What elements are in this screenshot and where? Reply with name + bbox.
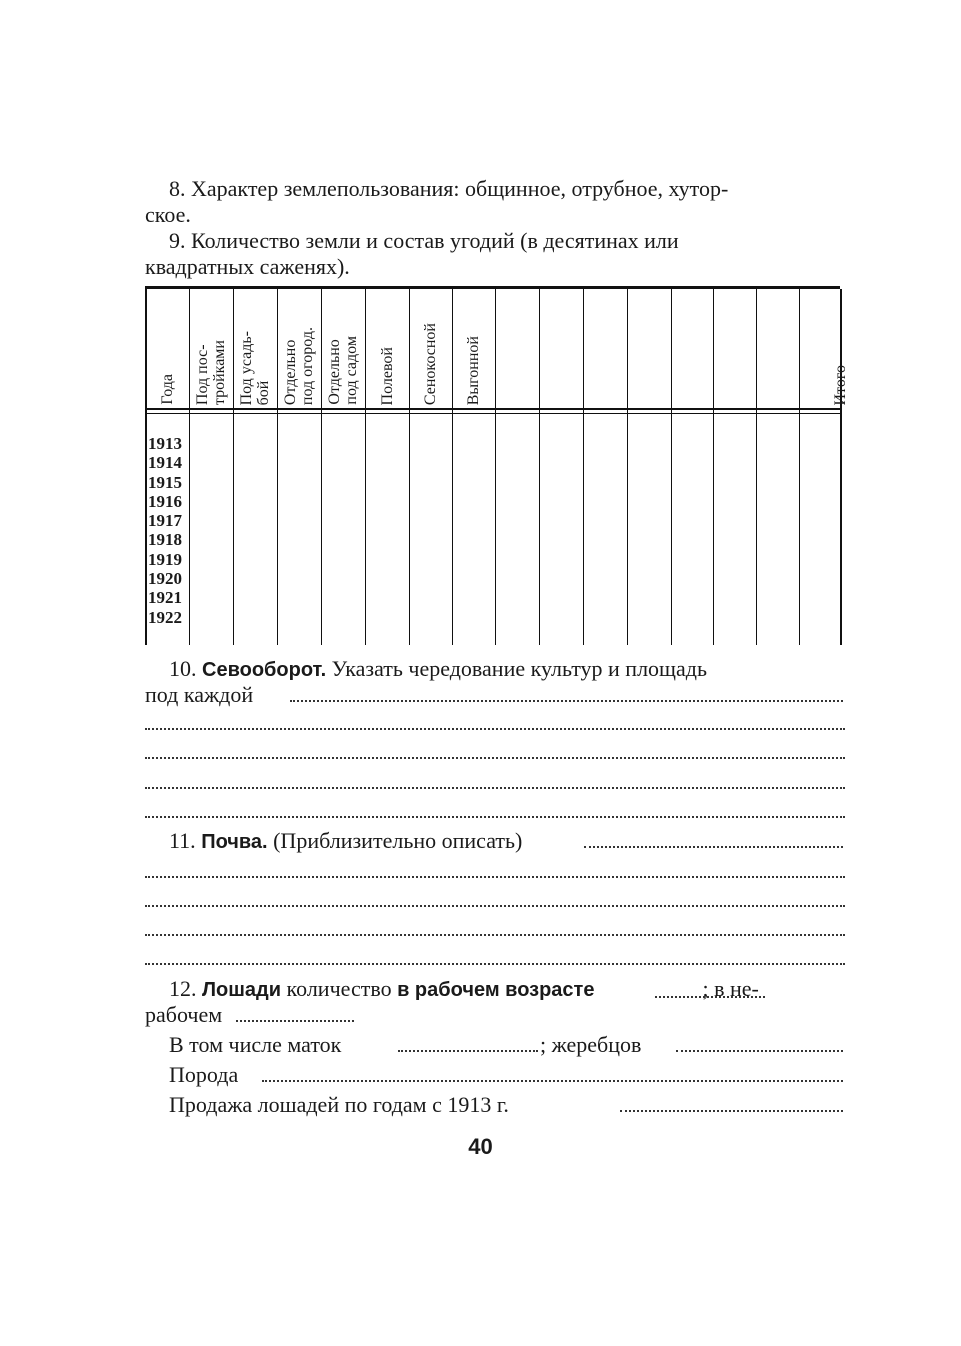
table-header-label: Под усадь- бой (238, 330, 272, 405)
table-header-rule-2 (145, 413, 840, 414)
table-header-cell (756, 293, 799, 405)
item8-line2: ское. (145, 202, 191, 227)
stallions-field[interactable] (676, 1050, 843, 1052)
table-header-label: Итого (831, 364, 849, 405)
table-header-cell (233, 293, 277, 405)
land-table (145, 286, 849, 645)
table-header-cell (539, 293, 583, 405)
table-header-cell (713, 293, 756, 405)
table-header-label: Полевой (378, 346, 396, 405)
year-label: 1913 (148, 434, 182, 453)
table-header-cell (321, 293, 365, 405)
table-header-cell (365, 293, 409, 405)
table-header-cell (495, 293, 539, 405)
table-header-rule (145, 408, 840, 410)
year-label: 1915 (148, 472, 182, 492)
table-header-label: Выгонной (465, 335, 482, 405)
item12-line5: Продажа лошадей по годам с 1913 г. (169, 1092, 509, 1117)
table-header-cell (145, 293, 189, 405)
item11-fill-line-2[interactable] (145, 876, 845, 878)
breed-field[interactable] (262, 1080, 843, 1082)
table-header-label: Под пос- тройками (194, 339, 228, 405)
table-header-label: Отдельно под садом (326, 336, 360, 405)
table-header-cell (409, 293, 452, 405)
year-label: 1914 (148, 453, 182, 473)
item11-fill-line-3[interactable] (145, 905, 845, 907)
table-header-label: Года (158, 374, 176, 405)
page-number: 40 (468, 1134, 493, 1159)
item9-line2: квадратных саженях). (145, 254, 350, 279)
item10-fill-line-5[interactable] (145, 816, 845, 818)
table-header-label: Сенокосной (422, 322, 439, 405)
item10-fill-line-1[interactable] (290, 700, 843, 702)
item10-heading (145, 656, 869, 683)
table-column-rule (840, 289, 842, 645)
item10-fill-line-3[interactable] (145, 757, 845, 759)
year-label: 1918 (148, 530, 182, 550)
item12-title: Лошади (202, 979, 282, 1001)
table-header-label: Отдельно под огород. (282, 326, 316, 405)
item11-fill-line-4[interactable] (145, 934, 845, 936)
table-header-cell (671, 293, 713, 405)
item12-line3a: В том числе маток (169, 1032, 342, 1057)
item10-title: Севооборот. (202, 659, 327, 681)
item11-text: (Приблизительно описать) (273, 828, 523, 853)
mares-field[interactable] (398, 1050, 538, 1052)
table-header-cell (627, 293, 671, 405)
item10-line2: под каждой (145, 682, 254, 707)
item11-fill-line-5[interactable] (145, 963, 845, 965)
item12-line3b: ; жеребцов (540, 1032, 642, 1057)
non-working-field[interactable] (236, 1020, 354, 1022)
item10-number: 10. (169, 656, 197, 681)
item12-number: 12. (169, 976, 197, 1001)
year-label: 1919 (148, 549, 182, 569)
table-header-cell (583, 293, 627, 405)
item12-text2: ; в не- (702, 976, 759, 1001)
table-header-cell (189, 293, 233, 405)
sales-field[interactable] (620, 1110, 843, 1112)
item11-fill-line-1[interactable] (584, 846, 843, 848)
year-column (148, 434, 182, 627)
working-age-field[interactable] (655, 996, 765, 998)
year-label: 1921 (148, 588, 182, 608)
item11-title: Почва. (201, 831, 268, 853)
item12-line2: рабочем (145, 1002, 223, 1027)
item9-line1: 9. Количество земли и состав угодий (в десятинах или (169, 228, 679, 253)
table-header-cell (277, 293, 321, 405)
item12-heading (145, 976, 869, 1003)
item10-fill-line-4[interactable] (145, 787, 845, 789)
item11-heading (145, 828, 869, 855)
year-label: 1916 (148, 491, 182, 511)
item10-text: Указать чередование культур и площадь (331, 656, 707, 681)
item11-number: 11. (169, 828, 196, 853)
item10-fill-line-2[interactable] (145, 728, 845, 730)
year-label: 1920 (148, 569, 182, 589)
table-header-cell (452, 293, 495, 405)
year-label: 1922 (148, 607, 182, 627)
item12-bold2: в рабочем возрасте (397, 979, 595, 1001)
item12-text1: количество (286, 976, 392, 1001)
item8-line1: 8. Характер землепользования: общинное, отрубное, хутор- (169, 176, 729, 201)
item12-line4: Порода (169, 1062, 239, 1087)
year-label: 1917 (148, 511, 182, 531)
